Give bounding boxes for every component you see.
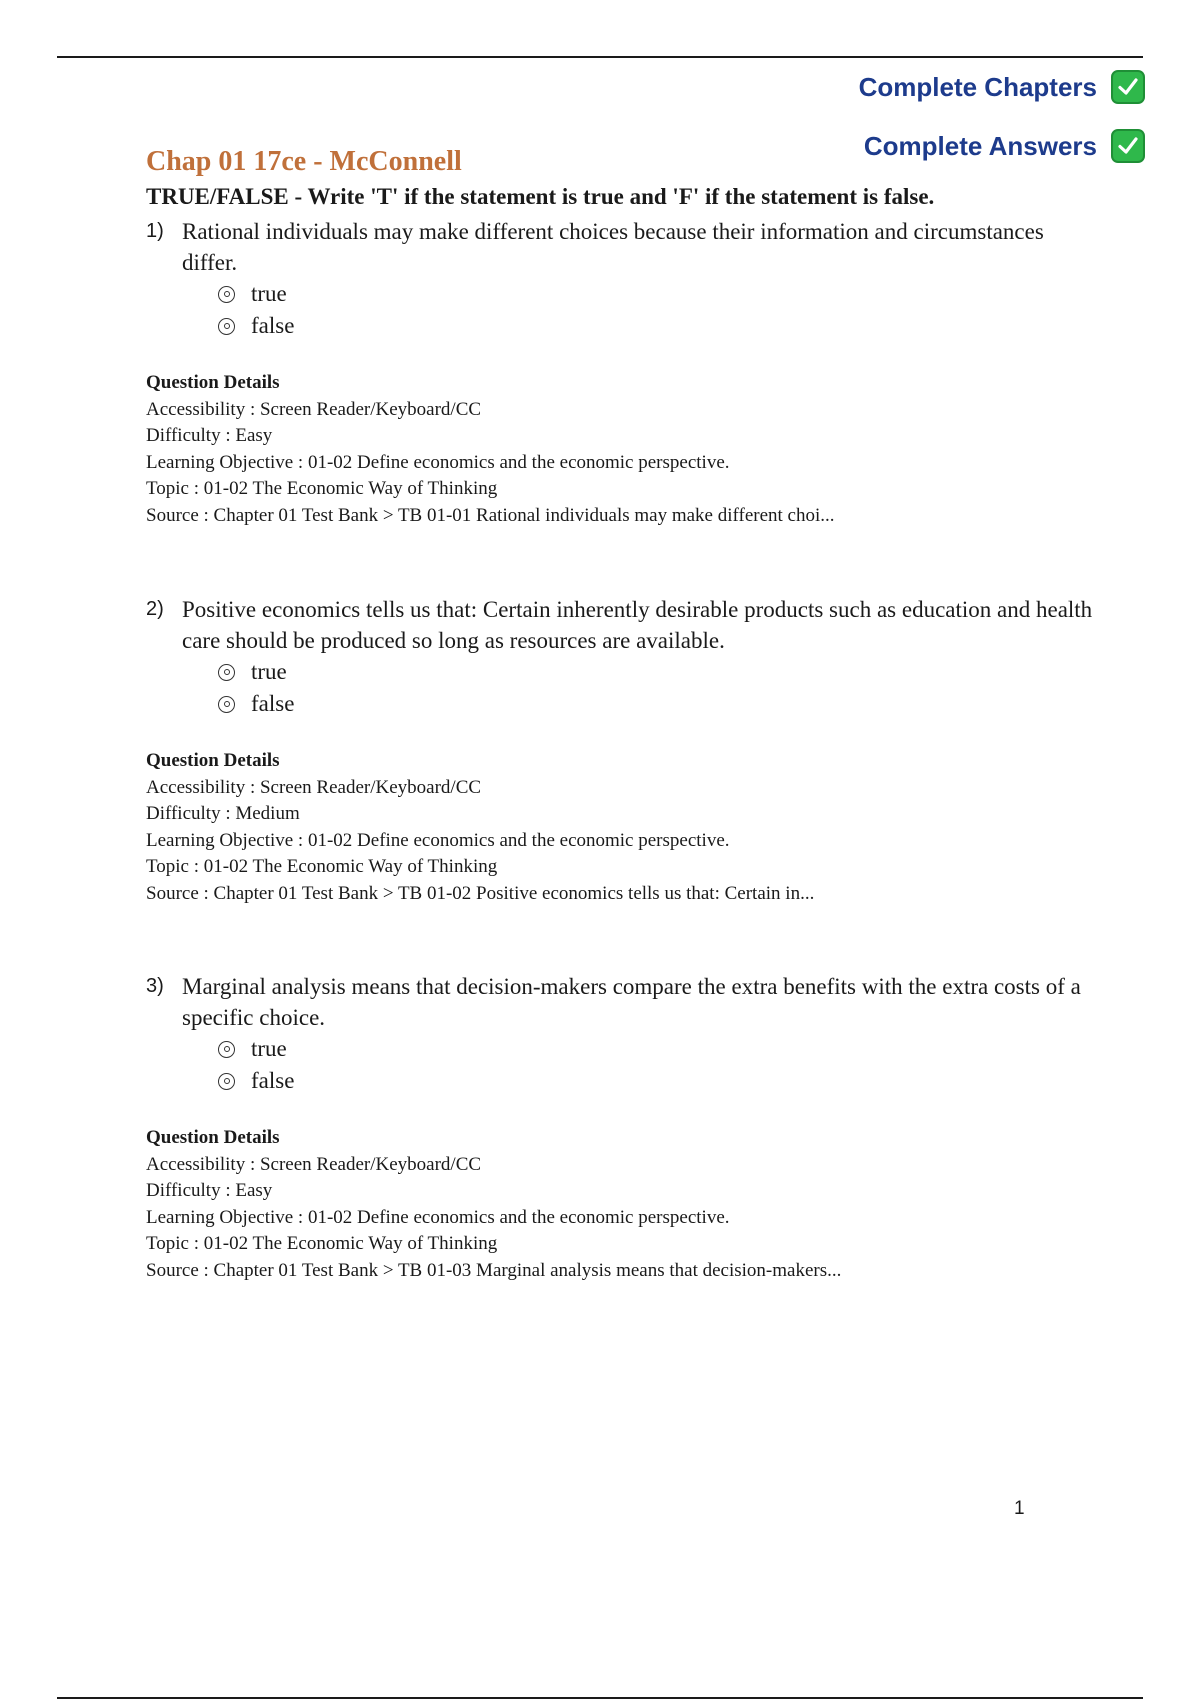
question-details (146, 370, 1096, 529)
option-label: true (251, 1036, 287, 1061)
details-heading: Question Details (146, 1127, 280, 1148)
section-instructions: TRUE/FALSE - Write 'T' if the statement is true and 'F' if the statement is false. (146, 184, 935, 209)
option-label: true (251, 281, 287, 306)
detail-topic: Topic : 01-02 The Economic Way of Thinking (146, 478, 498, 499)
option-label: false (251, 1068, 295, 1093)
question-number: 3) (146, 975, 164, 997)
detail-accessibility: Accessibility : Screen Reader/Keyboard/CC (146, 776, 482, 798)
question-2 (146, 594, 1096, 907)
badge-label: Complete Chapters (858, 71, 1097, 102)
detail-topic: Topic : 01-02 The Economic Way of Thinking (146, 1233, 498, 1254)
question-3 (146, 971, 1096, 1284)
bottom-rule (57, 1697, 1143, 1699)
detail-difficulty: Difficulty : Easy (146, 425, 273, 446)
question-number: 2) (146, 598, 164, 620)
complete-answers-badge (864, 129, 1145, 163)
detail-topic: Topic : 01-02 The Economic Way of Thinking (146, 856, 498, 877)
detail-difficulty: Difficulty : Medium (146, 803, 300, 824)
radio-icon[interactable] (218, 664, 235, 681)
detail-source: Source : Chapter 01 Test Bank > TB 01-03 Marginal analysis means that decision-makers... (146, 1259, 842, 1281)
option-label: false (251, 313, 295, 338)
detail-learning-objective: Learning Objective : 01-02 Define economics and the economic perspective. (146, 829, 730, 851)
detail-difficulty: Difficulty : Easy (146, 1180, 273, 1201)
question-details (146, 748, 1096, 907)
option-true[interactable] (218, 656, 1096, 688)
radio-icon[interactable] (218, 1041, 235, 1058)
detail-source: Source : Chapter 01 Test Bank > TB 01-02 Positive economics tells us that: Certain in... (146, 882, 815, 904)
question-text: Marginal analysis means that decision-makers compare the extra benefits with the extra costs of a specific choice. (182, 974, 1081, 1030)
details-heading: Question Details (146, 372, 280, 393)
question-text: Rational individuals may make different choices because their information and circumstances differ. (182, 219, 1044, 275)
check-mark-icon (1111, 129, 1145, 163)
option-false[interactable] (218, 688, 1096, 720)
option-label: false (251, 691, 295, 716)
details-heading: Question Details (146, 750, 280, 771)
detail-learning-objective: Learning Objective : 01-02 Define economics and the economic perspective. (146, 1206, 730, 1228)
option-label: true (251, 659, 287, 684)
radio-icon[interactable] (218, 318, 235, 335)
question-1 (146, 216, 1096, 529)
detail-accessibility: Accessibility : Screen Reader/Keyboard/CC (146, 1153, 482, 1175)
detail-accessibility: Accessibility : Screen Reader/Keyboard/CC (146, 398, 482, 420)
option-false[interactable] (218, 1065, 1096, 1097)
question-text: Positive economics tells us that: Certain inherently desirable products such as education and health care should be produced so long as resources are available. (182, 597, 1093, 653)
question-details (146, 1125, 1096, 1284)
option-true[interactable] (218, 1033, 1096, 1065)
radio-icon[interactable] (218, 1073, 235, 1090)
detail-learning-objective: Learning Objective : 01-02 Define economics and the economic perspective. (146, 451, 730, 473)
page-number: 1 (1014, 1498, 1025, 1519)
option-true[interactable] (218, 278, 1096, 310)
complete-chapters-badge (859, 70, 1145, 104)
radio-icon[interactable] (218, 286, 235, 303)
detail-source: Source : Chapter 01 Test Bank > TB 01-01 Rational individuals may make different choi... (146, 504, 835, 526)
check-mark-icon (1111, 70, 1145, 104)
question-number: 1) (146, 220, 164, 242)
document-title: Chap 01 17ce - McConnell (146, 146, 462, 177)
top-rule (57, 56, 1143, 58)
badge-label: Complete Answers (863, 130, 1097, 161)
option-false[interactable] (218, 310, 1096, 342)
radio-icon[interactable] (218, 696, 235, 713)
